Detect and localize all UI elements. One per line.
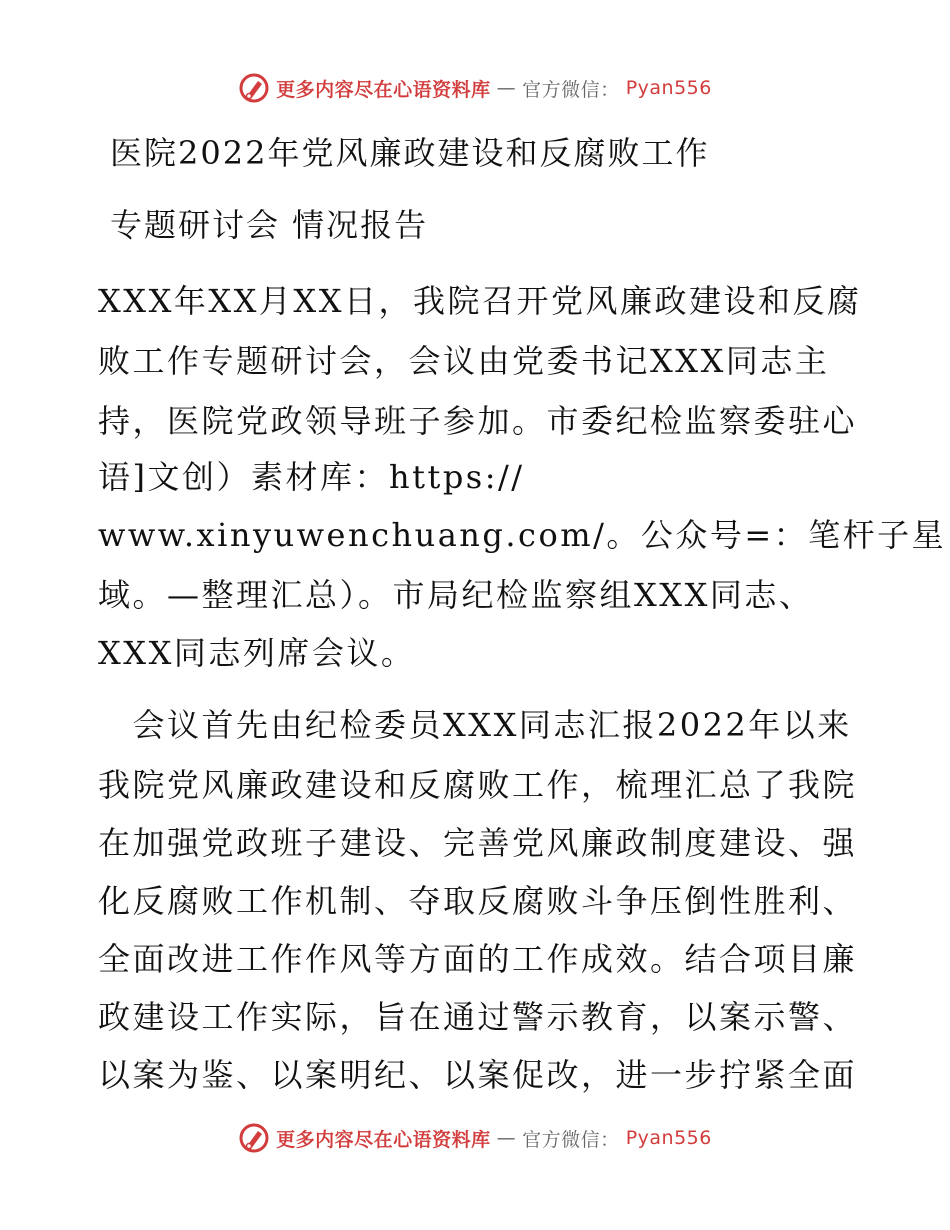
watermark-separator: — [496, 1127, 517, 1149]
watermark-main-text: 更多内容尽在心语资料库 [276, 1128, 491, 1151]
paragraph-line: XXX年XX月XX日，我院召开党风廉政建设和反腐 [98, 282, 862, 320]
paragraph-line: 全面改进工作作风等方面的工作成效。结合项目廉 [98, 940, 858, 978]
pen-logo-icon [238, 72, 270, 104]
paragraph-line: 语]文创）素材库：https:// [98, 458, 525, 496]
paragraph-line: 我院党风廉政建设和反腐败工作，梳理汇总了我院 [98, 766, 858, 804]
watermark-official-label: 官方微信： [522, 78, 620, 101]
paragraph-line: 持，医院党政领导班子参加。市委纪检监察委驻心 [98, 402, 858, 440]
watermark-main-text: 更多内容尽在心语资料库 [276, 78, 491, 101]
paragraph-line: 政建设工作实际，旨在通过警示教育，以案示警、 [98, 998, 858, 1036]
paragraph-line: 化反腐败工作机制、夺取反腐败斗争压倒性胜利、 [98, 882, 858, 920]
watermark-account: Pyan556 [625, 1127, 712, 1149]
paragraph-line: 在加强党政班子建设、完善党风廉政制度建设、强 [98, 824, 858, 862]
document-title-line-1: 医院2022年党风廉政建设和反腐败工作 [110, 134, 710, 172]
paragraph-line: 会议首先由纪检委员XXX同志汇报2022年以来 [98, 706, 852, 744]
header-watermark [0, 72, 950, 104]
watermark-account: Pyan556 [625, 77, 712, 99]
paragraph-line: 以案为鉴、以案明纪、以案促改，进一步拧紧全面 [98, 1056, 858, 1094]
pen-logo-icon [238, 1122, 270, 1154]
footer-watermark [0, 1122, 950, 1154]
paragraph-line: XXX同志列席会议。 [98, 634, 416, 672]
watermark-separator: — [496, 77, 517, 99]
paragraph-line: 败工作专题研讨会，会议由党委书记XXX同志主 [98, 342, 830, 380]
paragraph-line: 域。—整理汇总）。市局纪检监察组XXX同志、 [98, 576, 814, 614]
document-title-line-2: 专题研讨会 情况报告 [110, 206, 429, 244]
watermark-official-label: 官方微信： [522, 1128, 620, 1151]
paragraph-line: www.xinyuwenchuang.com/。公众号=：笔杆子星 [98, 516, 947, 554]
